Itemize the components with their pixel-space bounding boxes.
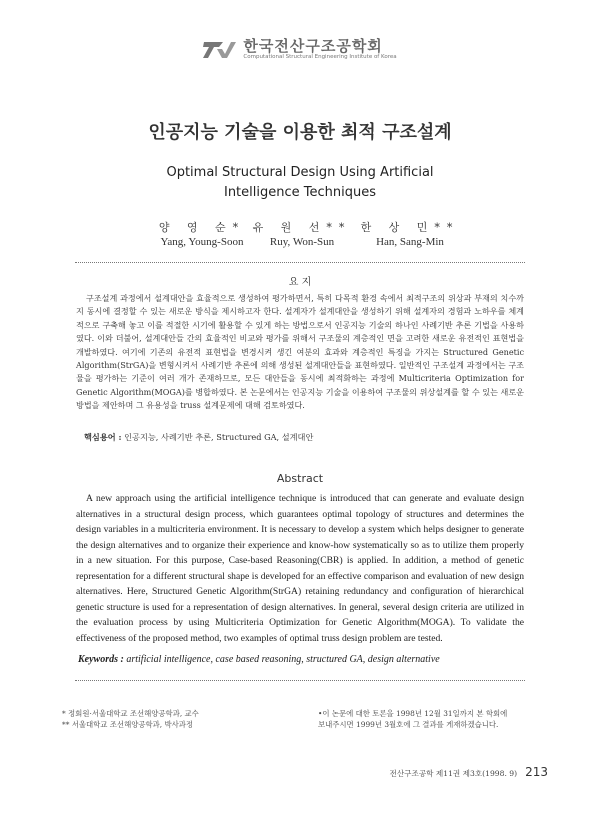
author-name-ko: 양 영 순*	[158, 221, 246, 234]
paper-title-en-line2: Intelligence Techniques	[223, 185, 376, 200]
divider	[75, 262, 525, 263]
discussion-notice	[318, 708, 558, 730]
author-name-ko: 유 원 선**	[252, 221, 352, 234]
keywords-en-text: artificial intelligence, case based reasoning, structured GA, design alternative	[126, 654, 440, 665]
author-3	[340, 219, 480, 248]
author-name-ko: 한 상 민**	[360, 221, 460, 234]
footnote-line: •이 논문에 대한 토론을 1998년 12월 31일까지 본 학회에	[318, 709, 508, 718]
journal-citation: 전산구조공학 제11권 제3호(1998. 9)	[389, 769, 518, 778]
society-header	[0, 38, 600, 61]
author-name-en: Yang, Young-Soon	[160, 236, 244, 248]
summary-ko: 구조설계 과정에서 설계대안을 효율적으로 생성하여 평가하면서, 특히 다목적 환경 속에서 최적구조의 위상과 부재의 치수까지 동시에 결정할 수 있는 새로운 방식을 제시하고자 한다. 설계자가 설계대안을 생성하기 위해 설계자의 경험과 노하우를 체계적으로 구축해 놓고 이를 적절한 시기에 활용할 수 있게 하는 방법으로서 인공지능 기술의 하나인 사례기반 추론 기법을 사용하였다. 이와 더불어, 설계대안들 간의 효율적인 비교와 평가를 위해서 구조물의 계층적인 면을 고려한 새로운 유전적인 표현법을 개발하였다. 여기에 기존의 유전적 표현법을 변경시켜 생긴 여분의 효과와 계층적인 특징을 가지는 Structured Genetic Algorithm(StrGA)을 변형시켜서 사례기반 추론에 의해 생성된 설계대안들을 표현하였다. 일반적인 구조설계 과정에서는 구조물을 평가하는 기준이 여러 개가 존재하므로, 모든 대안들을 동시에 최적화하는 과정에 Multicriteria Optimization for Genetic Algorithm(MOGA)를 병합하였다. 본 논문에서는 인공지능 기술을 이용하여 구조물의 위상설계를 할 수 있는 새로운 방법을 제안하며 그 유용성을 truss 설계문제에 대해 검토하였다.	[76, 293, 524, 411]
paper-title-en	[0, 163, 600, 203]
keywords-ko-label: 핵심용어 :	[84, 432, 122, 442]
author-name-en: Han, Sang-Min	[376, 236, 444, 248]
society-logo-icon	[203, 39, 237, 61]
summary-heading: 요 지	[288, 277, 312, 288]
author-name-en: Ruy, Won-Sun	[269, 236, 335, 248]
paper-title-ko: 인공지능 기술을 이용한 최적 구조설계	[148, 122, 452, 143]
author-affiliations	[62, 708, 302, 730]
page-number: 213	[525, 765, 548, 779]
keywords-en	[78, 654, 524, 665]
footnote-line: ** 서울대학교 조선해양공학과, 박사과정	[62, 720, 194, 729]
society-name	[243, 38, 396, 61]
page-footer	[390, 765, 549, 779]
footnote-line: 보내주시면 1999년 3월호에 그 결과를 게재하겠습니다.	[318, 720, 499, 729]
abstract-heading: Abstract	[276, 472, 324, 485]
society-name-ko: 한국전산구조공학회	[243, 37, 383, 55]
society-name-en: Computational Structural Engineering Institute of Korea	[243, 54, 397, 60]
keywords-ko-text: 인공지능, 사례기반 추론, Structured GA, 설계대안	[124, 432, 314, 442]
divider	[75, 680, 525, 681]
keywords-en-label: Keywords :	[78, 654, 124, 665]
paper-title-en-line1: Optimal Structural Design Using Artificial	[166, 165, 434, 180]
abstract-en: A new approach using the artificial intelligence technique is introduced that can generate and evaluate design alternatives in a structural design process, which guarantees optimal topology of structures and determines the design variables in a multicriteria environment. It is necessary to develop a system which helps designer to generate the design alternatives and to organize their experience and know-how systematically so as to utilize them properly in a new situation. For this purpose, Case-based Reasoning(CBR) is applied. In addition, a method of genetic representation for a different structural shape is developed for an effective comparison and evaluation of new design alternatives. Here, Structured Genetic Algorithm(StrGA) retaining redundancy and configuration of hierarchical genetic structure is used for a representation of design alternatives. In general, several design criteria are utilized in the evaluation process by using Multicriteria Optimization for Genetic Algorithm(MOGA). To validate the effectiveness of the proposed method, two examples of optimal truss design problem are tested.	[76, 493, 524, 644]
keywords-ko	[84, 432, 524, 443]
footnote-line: * 정회원·서울대학교 조선해양공학과, 교수	[62, 709, 199, 718]
